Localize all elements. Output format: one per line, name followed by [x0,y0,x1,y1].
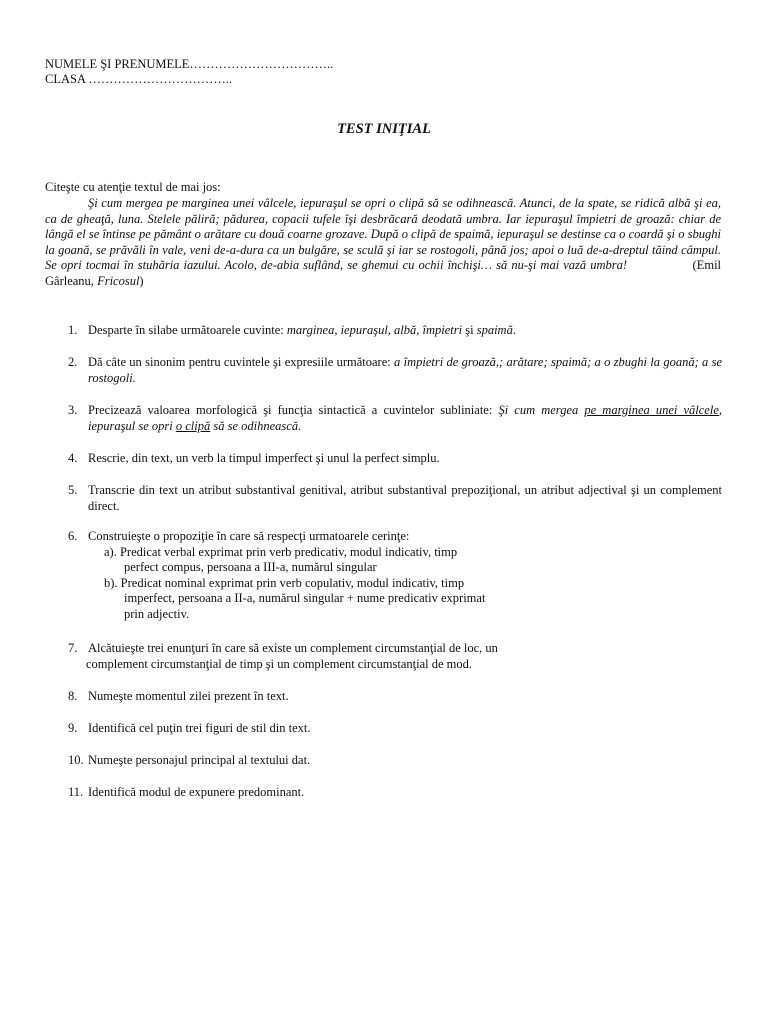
question-3 [68,403,722,434]
question-text [88,529,722,622]
question-11 [68,785,722,801]
student-header [45,57,333,87]
italic-phrase: să se odihnească. [210,418,302,433]
work-title: Fricosul [97,273,140,288]
author-name: (Emil Gârleanu, [45,258,722,288]
question-number: 4. [68,451,78,465]
text-segment: Rescrie, din text, un verb la timpul imperfect şi unul la perfect simplu. [88,451,440,465]
italic-phrase: Şi cum mergea [498,403,585,417]
italic-phrase: , iepuraşul se opri [88,403,723,433]
text-segment: . [512,323,516,337]
question-text [88,483,722,514]
question-6 [68,529,722,622]
requirement-a-line-2: perfect compus, persoana a III-a, numărul singular [124,560,377,574]
reading-passage [45,196,721,289]
question-number: 7. [68,641,78,655]
question-text [88,641,722,672]
question-text [88,403,722,434]
passage-text: Şi cum mergea pe marginea unei vâlcele, iepuraşul se opri o clipă să se odihnească. Atunci, de la spate, se ridică albă şi ea, ca de gheaţă, luna. Stelele păliră; pădurea, copacii tufele îşi desbrăcară deodată umbra. Iar iepuraşul împietri de groază: chiar de lângă el se întinse pe pământ o arătare cu două coarne grozave. După o clipă de spaimă, iepuraşul se destinse ca o coardă şi o sbughi la goană, se prăvăli în vale, veni de-a-dura ca un bulgăre, se sculă şi iar se rostogoli, până jos; apoi o luă de-a-dreptul tăind câmpul. Se opri tocmai în stuhăria iazului. Acolo, de-abia suflând, se ghemui cu ochii închişi… să nu-şi mai vază umbra! [45,196,721,272]
question-8 [68,689,722,705]
name-field-line: NUMELE ŞI PRENUMELE…………………………….. [45,57,334,71]
text-segment: Numeşte momentul zilei prezent în text. [88,689,289,703]
text-segment: Desparte în silabe următoarele cuvinte: [88,323,287,337]
underlined-phrase: pe marginea unei vâlcele [584,403,719,417]
text-segment: Identifică cel puţin trei figuri de stil din text. [88,721,311,735]
question-number: 9. [68,721,78,735]
text-segment: Precizează valoarea morfologică şi funcţia sintactică a cuvintelor subliniate: [88,403,499,417]
text-segment: şi [462,323,477,337]
text-segment: Identifică modul de expunere predominant. [88,785,305,799]
question-7 [68,641,722,672]
question-number: 6. [68,529,78,543]
requirement-a-line-1: a). Predicat verbal exprimat prin verb predicativ, modul indicativ, timp [104,544,458,559]
question-text [88,355,722,386]
page-title: TEST INIŢIAL [337,121,431,137]
question-text [88,451,722,467]
question-2 [68,355,722,386]
requirement-b-line-3: prin adjectiv. [124,606,190,621]
italic-phrase: a împietri de groază,; arătare; spaimă; a o zbughi la goană; a se rostogoli. [88,355,723,385]
question-line-2: complement circumstanţial de timp şi un complement circumstanţial de mod. [86,656,473,671]
italic-phrase: marginea, iepuraşul, albă, împietri [286,323,463,337]
attribution-close: ) [139,273,144,288]
question-number: 2. [68,355,78,369]
underlined-phrase: o clipă [175,418,211,433]
question-5 [68,483,722,514]
question-number: 8. [68,689,78,703]
question-text [88,689,722,705]
question-number: 3. [68,403,78,417]
question-text [88,721,722,737]
question-1 [68,323,722,339]
question-text [88,323,722,339]
requirement-b-line-1: b). Predicat nominal exprimat prin verb copulativ, modul indicativ, timp [104,575,465,590]
reading-instruction: Citeşte cu atenţie textul de mai jos: [45,180,221,194]
question-10 [68,753,722,769]
requirement-b-line-2: imperfect, persoana a II-a, numărul singular + nume predicativ exprimat [124,591,486,605]
class-field-line: CLASA …………………………….. [45,72,233,86]
question-text [88,785,722,801]
text-segment: Transcrie din text un atribut substantival genitival, atribut substantival prepoziţional, un atribut adjectival şi un complement direct. [88,483,722,513]
question-number: 5. [68,483,78,497]
question-text [88,753,722,769]
question-intro: Construieşte o propoziţie în care să respecţi urmatoarele cerinţe: [88,529,410,543]
question-number: 11. [68,785,84,799]
text-segment: Dă câte un sinonim pentru cuvintele şi expresiile următoare: [88,355,395,369]
question-line-1: Alcătuieşte trei enunţuri în care să existe un complement circumstanţial de loc, un [88,641,498,655]
question-9 [68,721,722,737]
question-4 [68,451,722,467]
text-segment: Numeşte personajul principal al textului dat. [88,753,311,767]
question-number: 1. [68,323,78,337]
question-number: 10. [68,753,84,767]
italic-phrase: spaimă [476,323,513,337]
